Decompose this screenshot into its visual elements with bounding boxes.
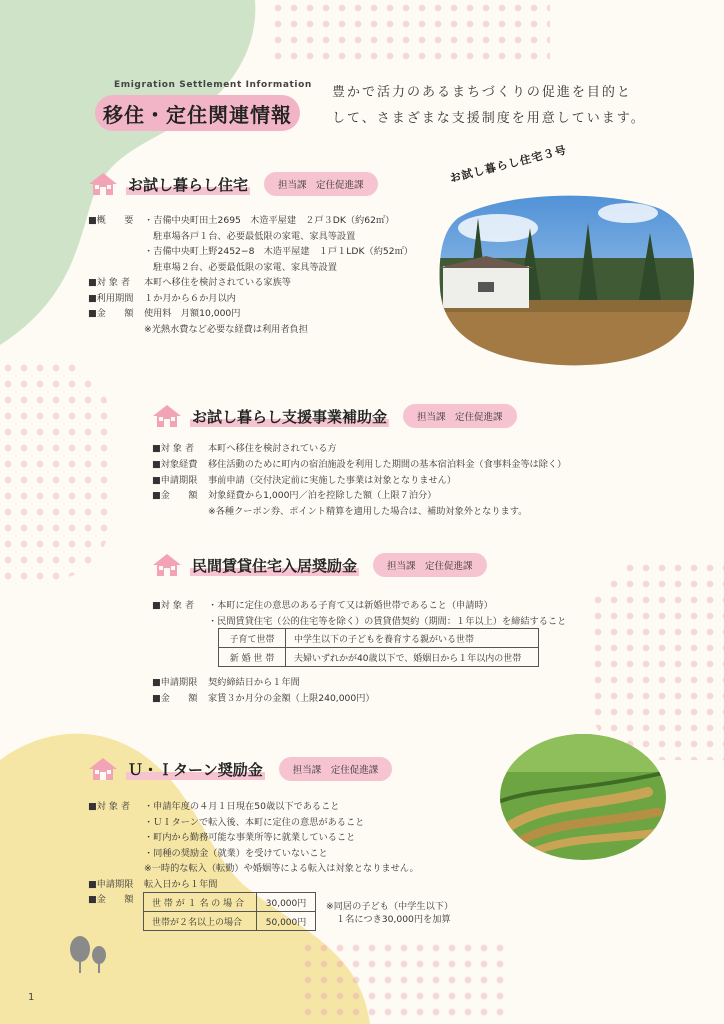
- table-row: [219, 648, 539, 667]
- dot-pattern-top: [270, 0, 550, 60]
- amount-cell: 30,000円: [257, 893, 316, 912]
- section-3-title: 民間賃貸住宅入居奨励金: [192, 556, 358, 575]
- detail-text: 事前申請（交付決定前に実施した事業は対象となりません）: [208, 474, 457, 486]
- table-row: [219, 629, 539, 648]
- amount-cell: 50,000円: [257, 912, 316, 931]
- detail-text: ・ＵＩターンで転入後、本町に定住の意思があること: [144, 816, 365, 828]
- detail-text: 契約締結日から１年間: [208, 677, 300, 688]
- section-1-header: [88, 172, 378, 196]
- detail-row: [152, 487, 436, 501]
- tree-decoration-icon: [66, 935, 110, 975]
- detail-label: ■申請期限: [88, 878, 134, 890]
- section-2-header: [152, 404, 517, 428]
- house-icon: [152, 404, 182, 428]
- detail-row: [88, 290, 236, 304]
- detail-text: 本町へ移住を検討されている方: [208, 443, 337, 454]
- detail-row: [88, 259, 337, 273]
- detail-row: [88, 876, 218, 890]
- detail-row: [88, 845, 328, 859]
- household-size-cell: 世 帯 が １ 名 の 場 合: [144, 893, 257, 912]
- detail-label: ■金 額: [152, 490, 198, 502]
- detail-row: [152, 674, 300, 688]
- detail-text: ・民間賃貸住宅（公的住宅等を除く）の賃貸借契約（期間：１年以上）を締結すること: [208, 616, 567, 627]
- detail-label: ■対象経費: [152, 458, 198, 470]
- detail-text: ・町内から勤務可能な事業所等に就業していること: [144, 832, 356, 843]
- detail-row: [88, 814, 364, 828]
- house-icon: [88, 757, 118, 781]
- household-type-cell: 新 婚 世 帯: [219, 648, 286, 667]
- house-photo: [438, 188, 698, 370]
- intro-line-1: 豊かで活力のあるまちづくりの促進を目的と: [332, 85, 632, 100]
- detail-text: 駐車場各戸１台、必要最低限の家電、家具等設置: [144, 230, 356, 242]
- child-bonus-note: [326, 900, 453, 926]
- detail-text: 使用料 月額10,000円: [144, 308, 241, 319]
- detail-row: [88, 891, 144, 905]
- detail-text: 移住活動のために町内の宿泊施設を利用した期間の基本宿泊料金（食事料金等は除く）: [208, 458, 567, 470]
- detail-row: [88, 321, 308, 335]
- detail-text: 駐車場２台、必要最低限の家電、家具等設置: [144, 261, 337, 273]
- household-size-cell: 世帯が２名以上の場合: [144, 912, 257, 931]
- detail-text: 転入日から１年間: [144, 878, 218, 890]
- detail-row: [152, 440, 337, 454]
- dot-pattern-left: [0, 360, 110, 580]
- detail-row: [88, 228, 355, 242]
- detail-text: 家賃３か月分の金額（上限240,000円）: [208, 693, 375, 704]
- detail-label: ■対 象 者: [88, 277, 131, 288]
- household-type-table: [218, 628, 539, 667]
- detail-text: ※光熱水費など必要な経費は利用者負担: [144, 323, 308, 335]
- section-1-department-tag: 担当課 定住促進課: [264, 172, 378, 196]
- detail-label: ■対 象 者: [152, 600, 195, 611]
- section-4-department-tag: 担当課 定住促進課: [279, 757, 393, 781]
- subtitle-english: Emigration Settlement Information: [114, 80, 312, 90]
- section-1-title: お試し暮らし住宅: [128, 175, 249, 194]
- detail-text: ・同種の奨励金（就業）を受けていないこと: [144, 847, 328, 859]
- detail-text: ・吉備中央町田土2695 木造平屋建 ２戸３DK（約62㎡）: [144, 215, 395, 226]
- detail-text: 本町へ移住を検討されている家族等: [144, 277, 291, 288]
- detail-row: [88, 798, 339, 812]
- detail-label: ■金 額: [88, 308, 134, 319]
- detail-text: ※一時的な転入（転勤）や婚姻等による転入は対象となりません。: [144, 863, 419, 874]
- section-2-title: お試し暮らし支援事業補助金: [192, 407, 388, 426]
- household-desc-cell: 夫婦いずれかが40歳以下で、婚姻日から１年以内の世帯: [286, 648, 539, 667]
- detail-row: [88, 243, 413, 257]
- page-title: 移住・定住関連情報: [95, 95, 300, 131]
- dot-pattern-bottom: [300, 940, 510, 1024]
- detail-label: ■対 象 者: [152, 443, 195, 454]
- detail-row: [152, 613, 566, 627]
- household-size-amount-table: [143, 892, 316, 931]
- detail-label: ■金 額: [88, 894, 134, 905]
- detail-row: [152, 597, 493, 611]
- detail-text: １か月から６か月以内: [144, 292, 236, 304]
- detail-row: [152, 456, 566, 470]
- table-row: [144, 912, 316, 931]
- section-4-title: Ｕ・Ｉターン奨励金: [128, 760, 263, 779]
- detail-label: ■概 要: [88, 215, 134, 226]
- page-number: 1: [28, 992, 35, 1003]
- detail-row: [88, 829, 355, 843]
- intro-text: [332, 80, 662, 132]
- detail-text: ※各種クーポン券、ポイント精算を適用した場合は、補助対象外となります。: [208, 506, 528, 518]
- table-row: [144, 893, 316, 912]
- detail-row: [152, 472, 456, 486]
- section-2-department-tag: 担当課 定住促進課: [403, 404, 517, 428]
- house-icon: [88, 172, 118, 196]
- rice-photo: [498, 732, 668, 862]
- note-line-2: １名につき30,000円を加算: [336, 914, 451, 925]
- detail-label: ■申請期限: [152, 474, 198, 486]
- section-3-department-tag: 担当課 定住促進課: [373, 553, 487, 577]
- detail-text: ・本町に定住の意思のある子育て又は新婚世帯であること（申請時）: [208, 600, 493, 611]
- dot-pattern-right: [590, 560, 724, 760]
- intro-line-2: して、さまざまな支援制度を用意しています。: [332, 111, 646, 126]
- detail-row: [88, 305, 240, 319]
- house-icon: [152, 553, 182, 577]
- detail-label: ■金 額: [152, 693, 198, 704]
- note-line-1: ※同居の子ども（中学生以下）: [326, 901, 454, 912]
- detail-row: [88, 212, 394, 226]
- household-type-cell: 子育て世帯: [219, 629, 286, 648]
- detail-label: ■対 象 者: [88, 801, 131, 812]
- detail-label: ■利用期間: [88, 292, 134, 304]
- detail-row: [152, 690, 375, 704]
- detail-label: ■申請期限: [152, 677, 198, 688]
- household-desc-cell: 中学生以下の子どもを養育する親がいる世帯: [286, 629, 539, 648]
- detail-text: ・申請年度の４月１日現在50歳以下であること: [144, 801, 340, 812]
- detail-row: [88, 274, 291, 288]
- detail-text: ・吉備中央町上野2452−8 木造平屋建 １戸１LDK（約52㎡）: [144, 246, 413, 257]
- section-3-header: [152, 553, 487, 577]
- detail-text: 対象経費から1,000円／泊を控除した額（上限７泊分）: [208, 490, 437, 502]
- house-photo-label: お試し暮らし住宅３号: [448, 143, 569, 186]
- section-4-header: [88, 757, 392, 781]
- detail-row: [88, 860, 419, 874]
- detail-row: [152, 503, 527, 517]
